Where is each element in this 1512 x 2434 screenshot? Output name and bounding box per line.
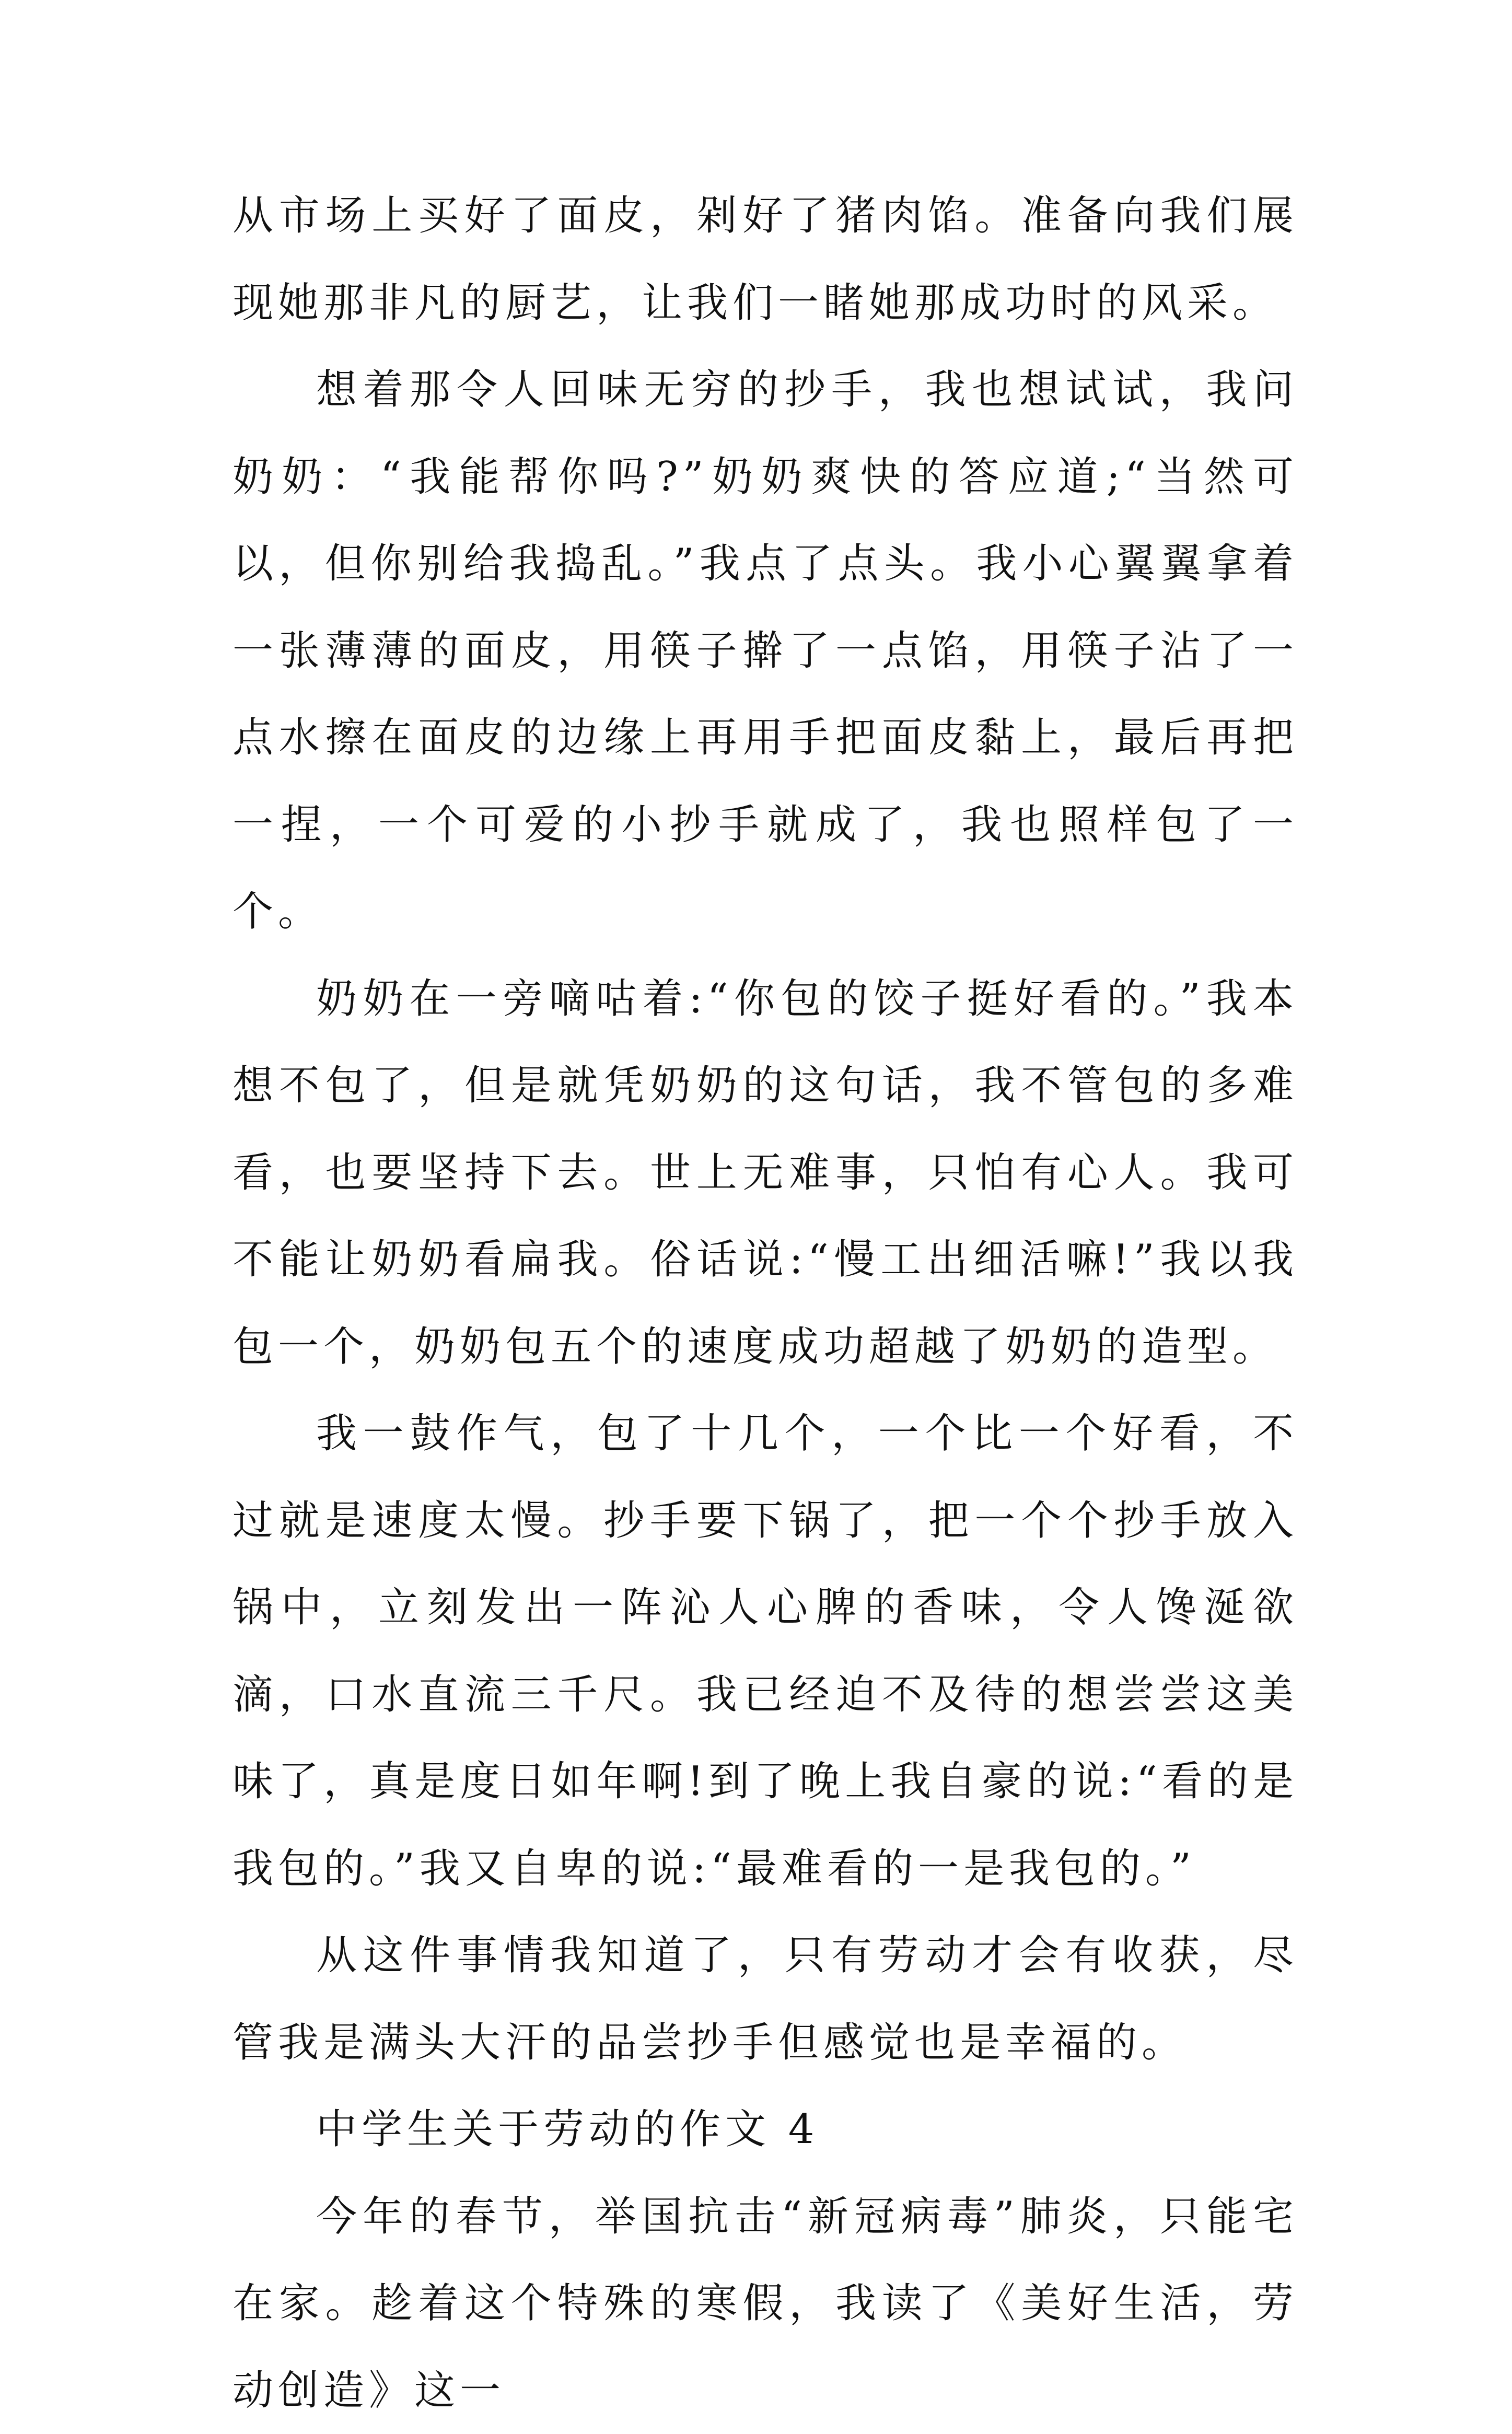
paragraph-continuation: 从市场上买好了面皮，剁好了猪肉馅。准备向我们展现她那非凡的厨艺，让我们一睹她那成功时的风采。 [232, 172, 1298, 346]
paragraph-grandma-comment: 奶奶在一旁嘀咕着:“你包的饺子挺好看的。”我本想不包了，但是就凭奶奶的这句话，我不管包的多难看，也要坚持下去。世上无难事，只怕有心人。我可不能让奶奶看扁我。俗话说:“慢工出细活嘛!”我以我包一个，奶奶包五个的速度成功超越了奶奶的造型。 [232, 956, 1298, 1391]
paragraph-cooking: 我一鼓作气，包了十几个，一个比一个好看，不过就是速度太慢。抄手要下锅了，把一个个抄手放入锅中，立刻发出一阵沁人心脾的香味，令人馋涎欲滴，口水直流三千尺。我已经迫不及待的想尝尝这美味了，真是度日如年啊!到了晚上我自豪的说:“看的是我包的。”我又自卑的说:“最难看的一是我包的。” [232, 1390, 1298, 1912]
paragraph-spring-festival: 今年的春节，举国抗击“新冠病毒”肺炎，只能宅在家。趁着这个特殊的寒假，我读了《美好生活，劳动创造》这一 [232, 2173, 1298, 2434]
paragraph-helping-grandma: 想着那令人回味无穷的抄手，我也想试试，我问奶奶：“我能帮你吗?”奶奶爽快的答应道;“当然可以，但你别给我捣乱。”我点了点头。我小心翼翼拿着一张薄薄的面皮，用筷子擀了一点馅，用筷子沾了一点水擦在面皮的边缘上再用手把面皮黏上，最后再把一捏，一个可爱的小抄手就成了，我也照样包了一个。 [232, 346, 1298, 956]
document-body [232, 172, 1298, 2434]
paragraph-conclusion: 从这件事情我知道了，只有劳动才会有收获，尽管我是满头大汗的品尝抄手但感觉也是幸福的。 [232, 1912, 1298, 2086]
section-heading: 中学生关于劳动的作文 4 [232, 2086, 1298, 2173]
